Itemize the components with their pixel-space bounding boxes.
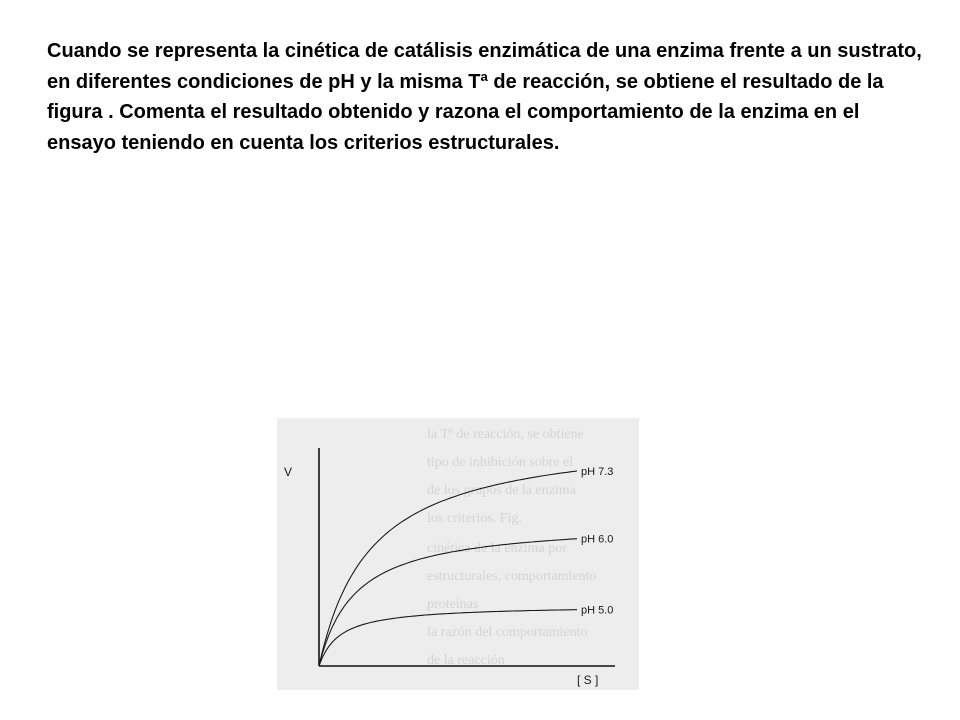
svg-text:de los grupos de la enzima: de los grupos de la enzima (427, 483, 576, 498)
series-label-3: pH 5.0 (581, 604, 614, 617)
series-label-1: pH 7.3 (581, 466, 614, 478)
svg-text:cinética de la enzima por: cinética de la enzima por (427, 541, 567, 556)
y-axis-label: V (284, 465, 293, 479)
svg-text:proteínas: proteínas (427, 597, 479, 612)
background-bleed-text (427, 427, 597, 668)
svg-text:estructurales, comportamiento: estructurales, comportamiento (427, 569, 597, 584)
series-label-2: pH 6.0 (581, 533, 614, 546)
x-axis-label: [ S ] (577, 673, 599, 687)
svg-text:los criterios. Fig.: los criterios. Fig. (427, 511, 522, 526)
svg-text:de la reacción: de la reacción (427, 653, 505, 668)
svg-text:tipo de inhibición sobre el: tipo de inhibición sobre el (427, 455, 574, 470)
enzyme-kinetics-figure (277, 418, 639, 690)
question-text: Cuando se representa la cinética de catálisis enzimática de una enzima frente a un sustrato, en diferentes condiciones de pH y la misma Tª de reacción, se obtiene el resultado de la figura . Comenta el resultado obtenido y razona el comportamiento de la enzima en el ensayo teniendo en cuenta los criterios estructurales. (47, 40, 922, 154)
kinetics-chart (277, 418, 639, 690)
svg-text:la razón del comportamiento: la razón del comportamiento (427, 625, 588, 640)
svg-text:la Tª de reacción, se obtiene: la Tª de reacción, se obtiene (427, 427, 584, 442)
